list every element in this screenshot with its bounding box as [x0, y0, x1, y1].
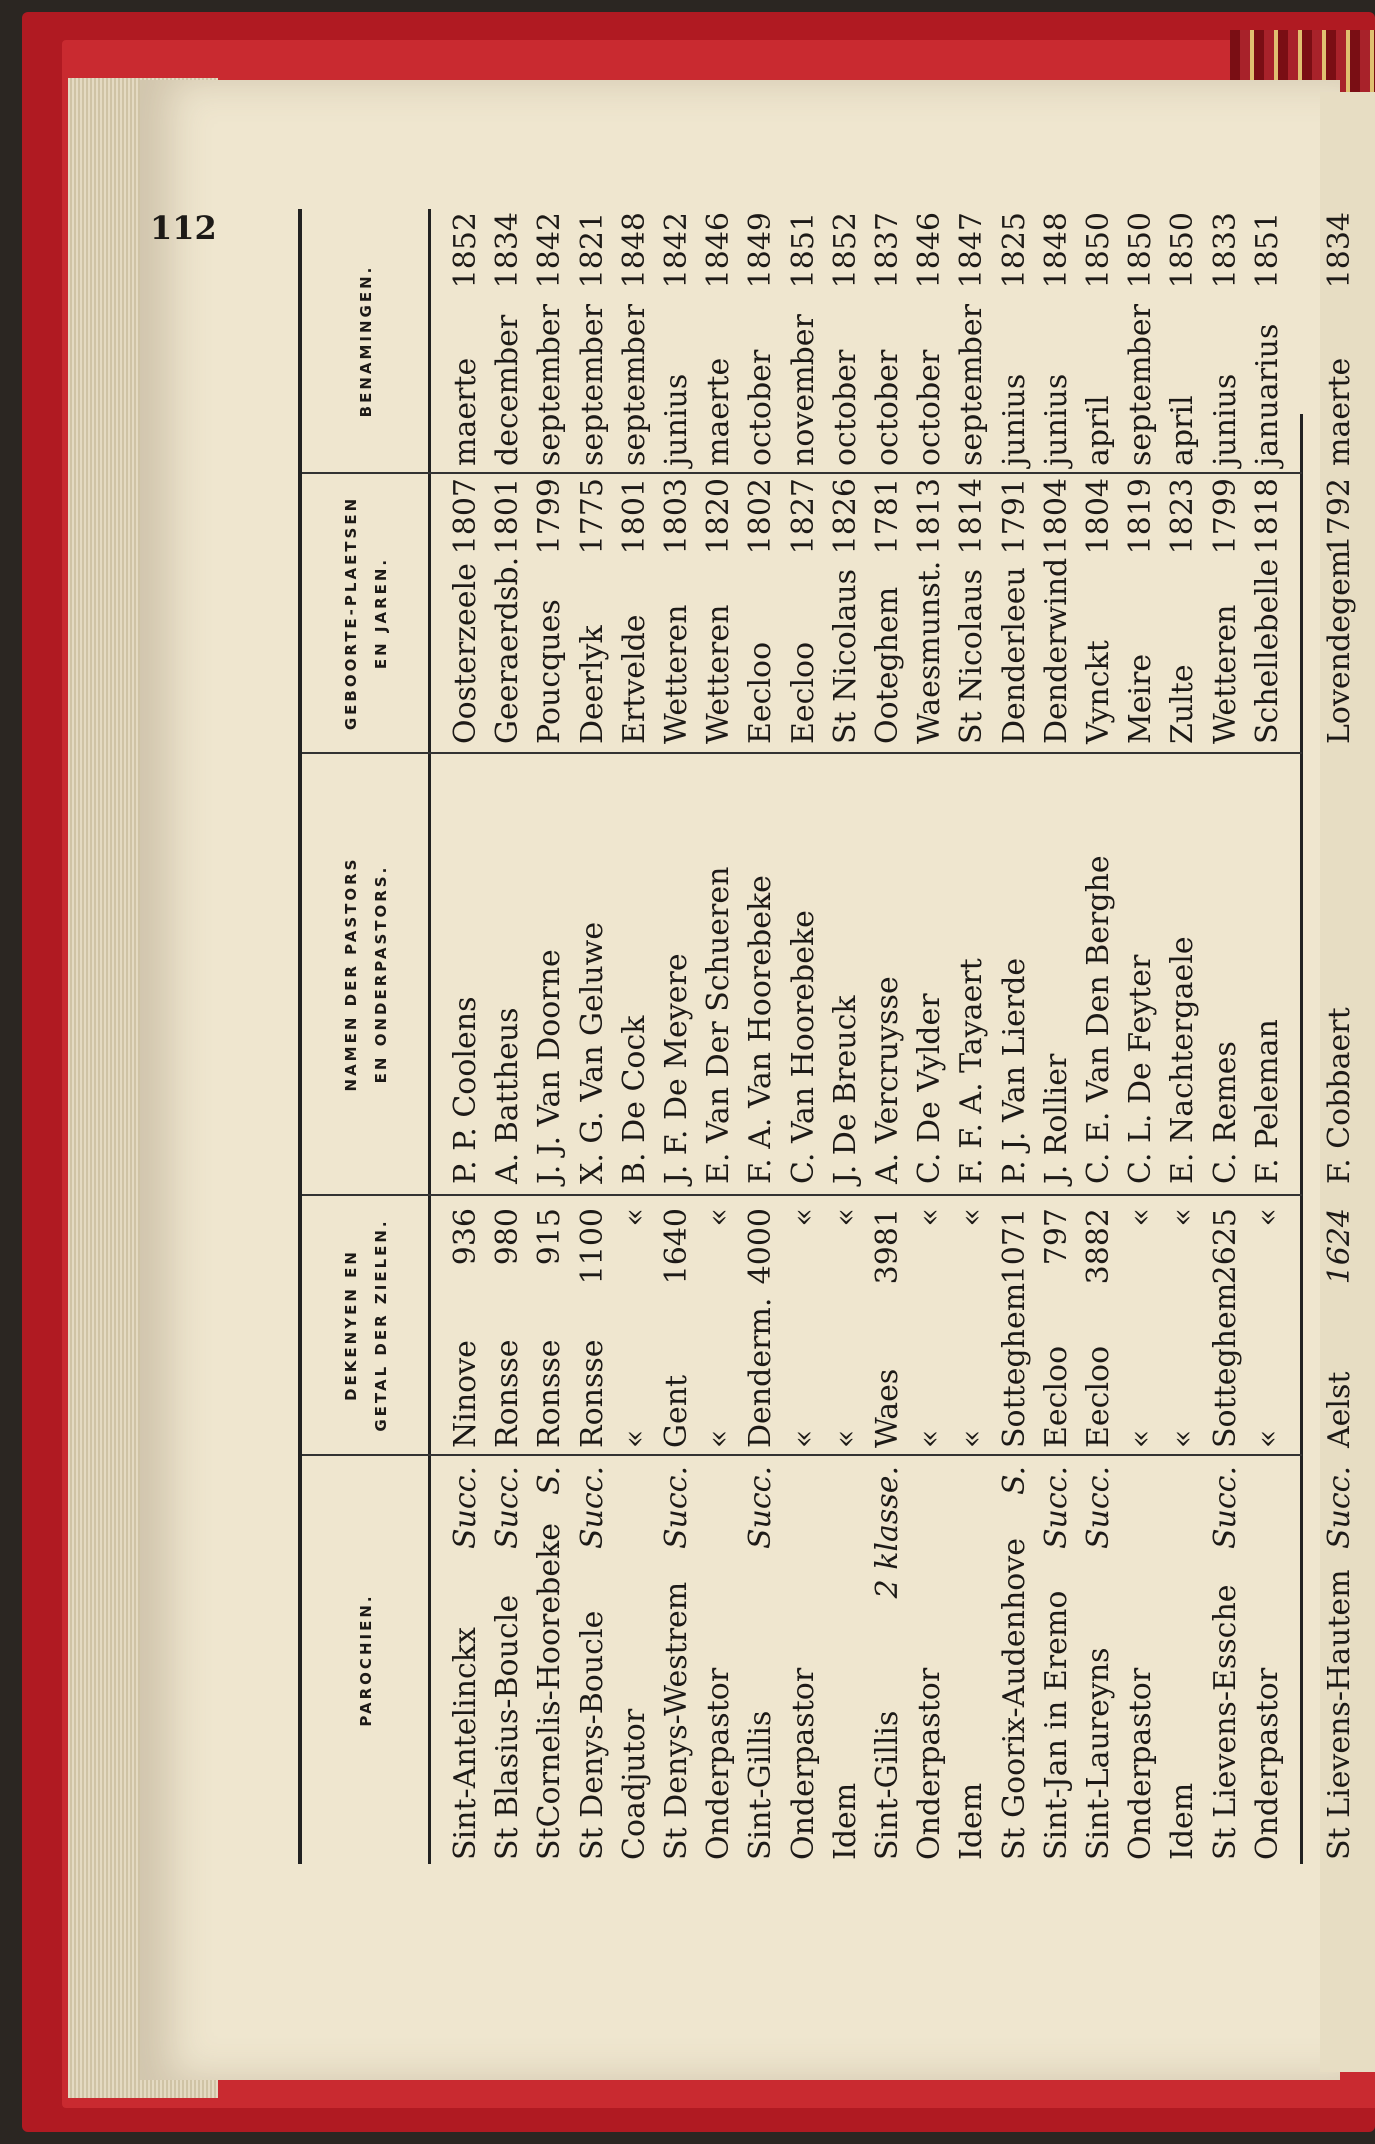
cell-jaar: 1818: [1249, 478, 1285, 555]
cell-maand: september: [574, 304, 610, 466]
parochie-name: Sint-Jan in Eremo: [1038, 1590, 1074, 1860]
cell-zielen: «: [954, 1208, 990, 1227]
parochie-tag: 2 klasse.: [870, 1466, 905, 1599]
cell-jaar: 1799: [532, 478, 568, 555]
cell-jaar: 1804: [1081, 478, 1116, 555]
cell-maand: maerte: [448, 357, 483, 466]
cell-jaar: 1813: [912, 478, 948, 555]
table-row: [1163, 209, 1203, 1864]
cell-benoemd: 1821: [574, 212, 610, 289]
table-row: [910, 209, 950, 1864]
cell-plaats: Lovendegem: [1322, 549, 1357, 744]
cell-deken: «: [1249, 1429, 1285, 1448]
cell-benoemd: 1851: [1249, 212, 1285, 289]
parochie-tag: Succ.: [1322, 1466, 1357, 1550]
cell-deken: Waes: [870, 1368, 905, 1448]
parochie-tag: Succ.: [574, 1466, 610, 1550]
cell-jaar: 1775: [574, 478, 610, 555]
cell-deken: «: [912, 1429, 948, 1448]
cell-naam: P. J. Van Lierde: [996, 957, 1032, 1184]
cell-maand: april: [1081, 395, 1116, 466]
cell-benoemd: 1847: [954, 212, 990, 289]
parish-table: [290, 212, 1357, 1864]
cell-naam: P. P. Coolens: [448, 996, 483, 1184]
cell-maand: october: [912, 349, 948, 466]
cell-deken: «: [1123, 1429, 1159, 1448]
table-row: [1206, 209, 1246, 1864]
header-benamingen: [308, 210, 423, 472]
cell-plaats: Eecloo: [743, 641, 779, 744]
cell-zielen: 1624: [1322, 1208, 1357, 1285]
cell-maand: december: [490, 314, 526, 466]
cell-maand: maerte: [701, 357, 737, 466]
cell-jaar: 1803: [659, 478, 694, 555]
table-row: [741, 209, 781, 1864]
cell-zielen: «: [1249, 1208, 1285, 1227]
cell-naam: C. E. Van Den Berghe: [1081, 855, 1116, 1184]
cell-maand: september: [954, 304, 990, 466]
cell-plaats: St Nicolaus: [827, 568, 863, 744]
cell-benoemd: 1851: [785, 212, 821, 289]
cell-jaar: 1814: [954, 478, 990, 555]
cell-zielen: 1071: [996, 1208, 1032, 1285]
cell-maand: september: [616, 304, 652, 466]
cell-zielen: 3882: [1081, 1208, 1116, 1285]
cell-jaar: 1827: [785, 478, 821, 555]
cell-deken: Sotteghem: [1207, 1282, 1243, 1448]
parochie-name: Onderpastor: [912, 1667, 948, 1860]
cell-benoemd: 1849: [743, 212, 779, 289]
table-row: [446, 209, 486, 1864]
cell-naam: A. Battheus: [490, 1007, 526, 1184]
cell-maand: september: [1123, 304, 1159, 466]
cell-maand: september: [532, 304, 568, 466]
parochie-name: Idem: [954, 1782, 990, 1860]
cell-zielen: 915: [532, 1208, 568, 1266]
parochie-name: Onderpastor: [785, 1667, 821, 1860]
cell-plaats: Geeraerdsb.: [490, 556, 526, 744]
parochie-name: Idem: [1165, 1782, 1201, 1860]
cell-benoemd: 1848: [616, 212, 652, 289]
table-row: [1248, 209, 1288, 1864]
cell-zielen: 2625: [1207, 1208, 1243, 1285]
cell-deken: «: [827, 1429, 863, 1448]
cell-naam: E. Nachtergaele: [1165, 936, 1201, 1184]
cell-naam: C. L. De Feyter: [1123, 954, 1159, 1184]
cell-deken: Gent: [659, 1374, 694, 1448]
cell-maand: october: [743, 349, 779, 466]
cell-plaats: Eecloo: [785, 641, 821, 744]
cell-plaats: Wetteren: [1207, 604, 1243, 744]
header-rule: [428, 209, 431, 1864]
cell-maand: october: [870, 349, 905, 466]
table-row: [657, 209, 697, 1864]
table-row: [826, 209, 866, 1864]
header-parochien-label: PAROCHIEN.: [356, 1593, 375, 1727]
cell-deken: Ronsse: [574, 1339, 610, 1448]
header-namen-line2: EN ONDERPASTORS.: [371, 864, 390, 1084]
cell-naam: J. F. De Meyere: [659, 953, 694, 1184]
parochie-tag: S.: [532, 1466, 568, 1496]
table-row: [868, 209, 908, 1864]
cell-maand: junius: [659, 373, 694, 466]
cell-deken: Ninove: [448, 1340, 483, 1448]
cell-jaar: 1792: [1322, 478, 1357, 555]
table-row: [573, 209, 613, 1864]
cell-benoemd: 1842: [659, 212, 694, 289]
cell-plaats: Denderleeu: [996, 567, 1032, 744]
cell-naam: J. J. Van Doorne: [532, 949, 568, 1184]
cell-plaats: Waesmunst.: [912, 560, 948, 744]
parochie-name: St Blasius-Boucle: [490, 1594, 526, 1860]
cell-maand: april: [1165, 395, 1201, 466]
parochie-name: St Denys-Westrem: [659, 1581, 694, 1860]
cell-zielen: «: [912, 1208, 948, 1227]
cell-plaats: Deerlyk: [574, 625, 610, 744]
cell-jaar: 1802: [743, 478, 779, 555]
cell-plaats: Wetteren: [659, 604, 694, 744]
parochie-tag: Succ.: [1081, 1466, 1116, 1550]
table-row: [995, 209, 1035, 1864]
table-section-rule: [1300, 414, 1303, 1864]
cell-jaar: 1799: [1207, 478, 1243, 555]
cell-naam: B. De Cock: [616, 1015, 652, 1184]
cell-plaats: Wetteren: [701, 604, 737, 744]
cell-maand: junius: [1038, 373, 1074, 466]
cell-naam: C. Van Hoorebeke: [785, 910, 821, 1184]
cell-benoemd: 1850: [1123, 212, 1159, 289]
table-row: [488, 209, 528, 1864]
parochie-name: Sint-Antelinckx: [448, 1627, 483, 1860]
cell-naam: F. Cobbaert: [1322, 1007, 1357, 1184]
cell-plaats: Vynckt: [1081, 640, 1116, 744]
cell-plaats: Ertvelde: [616, 614, 652, 744]
cell-zielen: «: [1123, 1208, 1159, 1227]
cell-jaar: 1807: [448, 478, 483, 555]
cell-zielen: 1100: [574, 1208, 610, 1285]
page-number: 112: [150, 209, 217, 247]
cell-benoemd: 1834: [490, 212, 526, 289]
cell-deken: «: [785, 1429, 821, 1448]
cell-benoemd: 1846: [701, 212, 737, 289]
cell-deken: Eecloo: [1081, 1345, 1116, 1448]
cell-zielen: «: [1165, 1208, 1201, 1227]
cell-deken: «: [1165, 1429, 1201, 1448]
cell-benoemd: 1825: [996, 212, 1032, 289]
cell-plaats: Oosterzeele: [448, 563, 483, 744]
header-dekenyen-line1: DEKENYEN EN: [341, 1249, 360, 1401]
parochie-name: Onderpastor: [701, 1667, 737, 1860]
parochie-tag: S.: [996, 1466, 1032, 1496]
parochie-name: StCornelis-Hoorebeke: [532, 1522, 568, 1860]
cell-zielen: 936: [448, 1208, 483, 1266]
cell-maand: november: [785, 314, 821, 466]
cell-jaar: 1801: [490, 478, 526, 555]
table-top-rule: [298, 209, 302, 1864]
cell-deken: Ronsse: [532, 1339, 568, 1448]
cell-naam: J. De Breuck: [827, 995, 863, 1184]
cell-jaar: 1823: [1165, 478, 1201, 555]
cell-benoemd: 1833: [1207, 212, 1243, 289]
header-geboorte-line1: GEBOORTE-PLAETSEN: [341, 495, 360, 731]
cell-benoemd: 1834: [1322, 212, 1357, 289]
cell-benoemd: 1846: [912, 212, 948, 289]
cell-naam: C. De Vylder: [912, 993, 948, 1184]
cell-benoemd: 1842: [532, 212, 568, 289]
table-row: [1037, 209, 1077, 1864]
cell-jaar: 1819: [1123, 478, 1159, 555]
cell-plaats: St Nicolaus: [954, 568, 990, 744]
header-namen-line1: NAMEN DER PASTORS: [341, 856, 360, 1092]
cell-maand: junius: [1207, 373, 1243, 466]
table-row: [952, 209, 992, 1864]
cell-naam: F. Peleman: [1249, 1019, 1285, 1184]
cell-plaats: Zulte: [1165, 664, 1201, 744]
parochie-name: Onderpastor: [1123, 1667, 1159, 1860]
cell-benoemd: 1852: [827, 212, 863, 289]
cutoff-row: [1320, 209, 1360, 1864]
parochie-name: St Goorix-Audenhove: [996, 1537, 1032, 1860]
cell-jaar: 1781: [870, 478, 905, 555]
cell-naam: C. Remes: [1207, 1041, 1243, 1184]
cell-plaats: Poucques: [532, 599, 568, 744]
parochie-tag: Succ.: [743, 1466, 779, 1550]
cell-zielen: 3981: [870, 1208, 905, 1285]
cell-jaar: 1801: [616, 478, 652, 555]
cell-deken: Eecloo: [1038, 1345, 1074, 1448]
cell-deken: Aelst: [1322, 1371, 1357, 1448]
cell-zielen: 4000: [743, 1208, 779, 1285]
table-row: [784, 209, 824, 1864]
parochie-name: Onderpastor: [1249, 1667, 1285, 1860]
parochie-name: Sint-Gillis: [743, 1710, 779, 1860]
cell-zielen: «: [616, 1208, 652, 1227]
table-row: [699, 209, 739, 1864]
cell-zielen: 797: [1038, 1208, 1074, 1266]
cell-maand: junius: [996, 373, 1032, 466]
cell-maand: october: [827, 349, 863, 466]
parochie-name: Sint-Gillis: [870, 1710, 905, 1860]
cell-zielen: «: [827, 1208, 863, 1227]
cell-naam: F. A. Van Hoorebeke: [743, 875, 779, 1184]
cell-naam: E. Van Der Schueren: [701, 866, 737, 1184]
cell-benoemd: 1837: [870, 212, 905, 289]
header-dekenyen: [308, 1196, 423, 1454]
parochie-name: Coadjutor: [616, 1708, 652, 1860]
parochie-tag: Succ.: [448, 1466, 483, 1550]
cell-deken: Ronsse: [490, 1339, 526, 1448]
parochie-tag: Succ.: [490, 1466, 526, 1550]
cell-benoemd: 1850: [1165, 212, 1201, 289]
header-parochien: [308, 1456, 423, 1864]
cell-deken: Sotteghem: [996, 1282, 1032, 1448]
table-row: [530, 209, 570, 1864]
cell-zielen: 1640: [659, 1208, 694, 1285]
cell-naam: F. F. A. Tayaert: [954, 958, 990, 1184]
cell-benoemd: 1852: [448, 212, 483, 289]
cell-maand: januarius: [1249, 323, 1285, 466]
cell-jaar: 1820: [701, 478, 737, 555]
cell-jaar: 1804: [1038, 478, 1074, 555]
cell-benoemd: 1848: [1038, 212, 1074, 289]
cell-naam: A. Vercruysse: [870, 976, 905, 1184]
parochie-tag: Succ.: [659, 1466, 694, 1550]
cell-naam: J. Rollier: [1038, 1053, 1074, 1184]
header-dekenyen-line2: GETAL DER ZIELEN.: [371, 1218, 390, 1432]
cell-deken: «: [701, 1429, 737, 1448]
cell-plaats: Ooteghem: [870, 586, 905, 744]
table-row: [615, 209, 655, 1864]
parochie-tag: Succ.: [1038, 1466, 1074, 1550]
cell-zielen: «: [701, 1208, 737, 1227]
parochie-name: St Lievens-Hautem: [1322, 1569, 1357, 1860]
cell-jaar: 1791: [996, 478, 1032, 555]
parochie-name: Sint-Laureyns: [1081, 1647, 1116, 1860]
cell-maand: maerte: [1322, 357, 1357, 466]
cell-plaats: Meire: [1123, 653, 1159, 744]
header-geboorte: [308, 474, 423, 752]
cell-deken: «: [954, 1429, 990, 1448]
header-namen: [308, 754, 423, 1194]
parochie-name: Idem: [827, 1782, 863, 1860]
parochie-tag: Succ.: [1207, 1466, 1243, 1550]
cell-deken: «: [616, 1429, 652, 1448]
cell-benoemd: 1850: [1081, 212, 1116, 289]
cell-plaats: Denderwind: [1038, 557, 1074, 744]
cell-zielen: «: [785, 1208, 821, 1227]
table-row: [1121, 209, 1161, 1864]
header-geboorte-line2: EN JAREN.: [371, 556, 390, 670]
cell-deken: Denderm.: [743, 1297, 779, 1448]
cell-jaar: 1826: [827, 478, 863, 555]
header-benamingen-label: BENAMINGEN.: [356, 264, 375, 418]
table-row: [1079, 209, 1119, 1864]
parochie-name: St Lievens-Essche: [1207, 1584, 1243, 1860]
cell-naam: X. G. Van Geluwe: [574, 921, 610, 1184]
cell-plaats: Schellebelle: [1249, 558, 1285, 744]
cell-zielen: 980: [490, 1208, 526, 1266]
parochie-name: St Denys-Boucle: [574, 1610, 610, 1860]
